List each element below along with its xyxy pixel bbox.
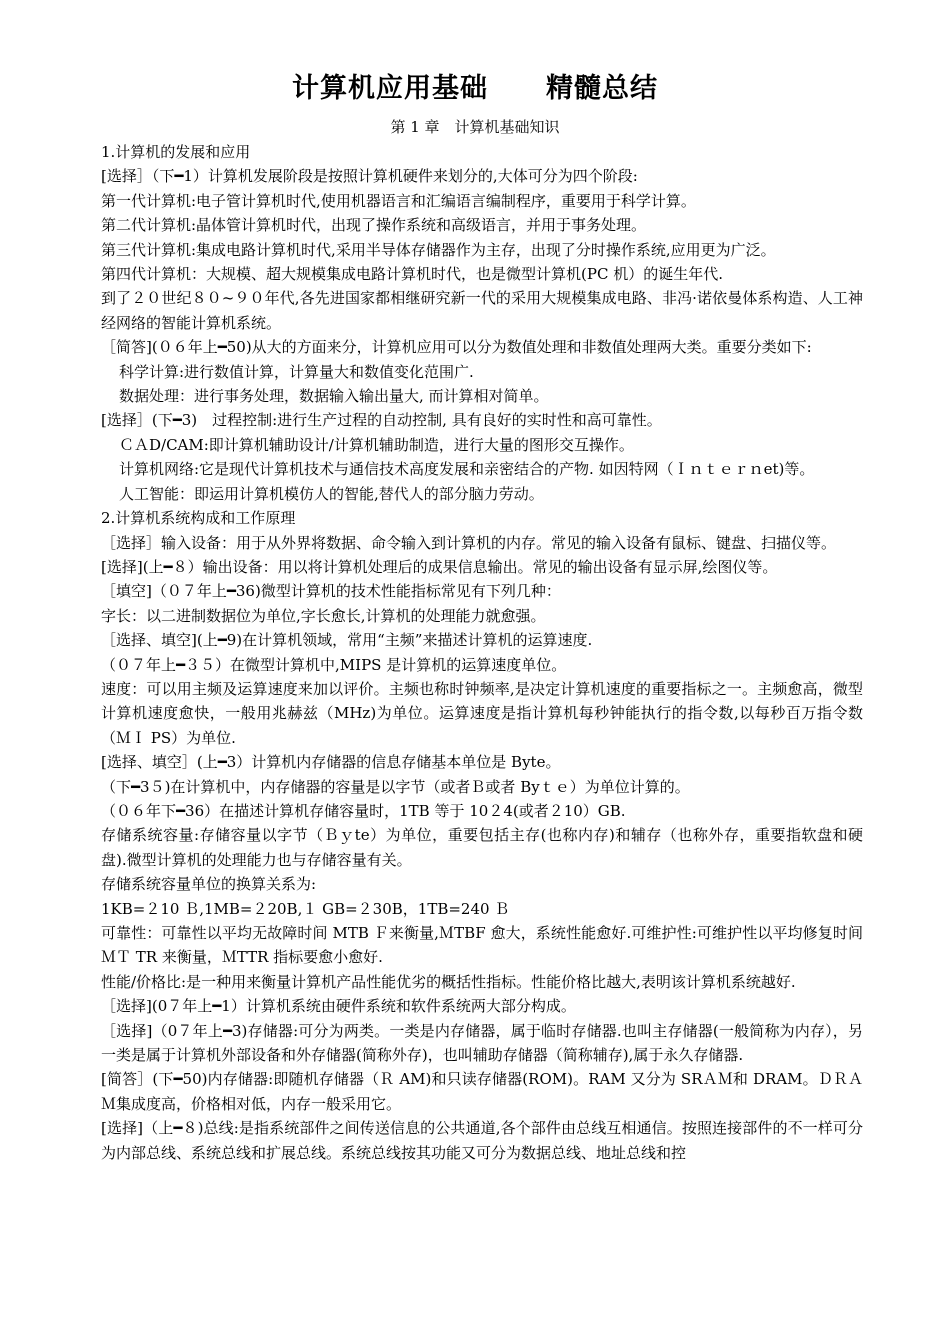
- paragraph: 1KB=２10 Ｂ,1MB=２20B,１ GB=２30B，1TB=240 Ｂ: [101, 899, 510, 918]
- section-heading: 1.计算机的发展和应用: [101, 143, 251, 161]
- paragraph: ［简答](０６年上━50)从大的方面来分，计算机应用可以分为数值处理和非数值处理两大类。重要分类如下:: [101, 338, 812, 357]
- paragraph: 可靠性：可靠性以平均无故障时间 MTB Ｆ来衡量,ＭTBF 愈大，系统性能愈好.可维护性:可维护性以平均修复时间ＭＴ TR 来衡量，ＭTTR 指标要愈小愈好.: [101, 924, 863, 967]
- paragraph: 数据处理：进行事务处理，数据输入输出量大, 而计算相对简单。: [119, 387, 549, 406]
- paragraph: ［选择］输入设备：用于从外界将数据、命令输入到计算机的内存。常见的输入设备有鼠标、键盘、扫描仪等。: [101, 533, 837, 552]
- paragraph: [选择］(下━3) 过程控制:进行生产过程的自动控制, 具有良好的实时性和高可靠性。: [101, 411, 662, 430]
- paragraph: 字长：以二进制数据位为单位,字长愈长,计算机的处理能力就愈强。: [101, 606, 546, 625]
- paragraph: 第四代计算机：大规模、超大规模集成电路计算机时代，也是微型计算机(PC 机）的诞生年代.: [101, 265, 723, 284]
- paragraph: 第二代计算机:晶体管计算机时代，出现了操作系统和高级语言，并用于事务处理。: [101, 216, 647, 235]
- paragraph: ［选择](0７年上━1）计算机系统由硬件系统和软件系统两大部分构成。: [101, 997, 576, 1016]
- document-body: [101, 140, 863, 1165]
- paragraph: [简答］(下━50)内存储器:即随机存储器（Ｒ AM)和只读存储器(ROM)。RAM 又分为 SRＡＭ和 DRAM。ＤＲＡＭ集成度高，价格相对低，内存一般采用它。: [101, 1070, 863, 1113]
- paragraph: ［填空]（０７年上━36)微型计算机的技术性能指标常见有下列几种：: [101, 582, 561, 601]
- paragraph: ＣＡD/CAM:即计算机辅助设计/计算机辅助制造，进行大量的图形交互操作。: [119, 435, 634, 454]
- paragraph: 第一代计算机:电子管计算机时代,使用机器语言和汇编语言编制程序，重要用于科学计算。: [101, 191, 696, 210]
- paragraph: [选择](上━８）输出设备：用以将计算机处理后的成果信息输出。常见的输出设备有显示屏,绘图仪等。: [101, 557, 778, 576]
- document-title: [0, 66, 950, 105]
- paragraph: 存储系统容量:存储容量以字节（Ｂｙte）为单位，重要包括主存(也称内存)和辅存（也称外存，重要指软盘和硬盘).微型计算机的处理能力也与存储容量有关。: [101, 826, 863, 869]
- paragraph: [选择］（下━1）计算机发展阶段是按照计算机硬件来划分的,大体可分为四个阶段:: [101, 167, 638, 186]
- paragraph: （０７年上━３５）在微型计算机中,MIPS 是计算机的运算速度单位。: [101, 655, 567, 674]
- paragraph: ［选择]（0７年上━3)存储器:可分为两类。一类是内存储器，属于临时存储器.也叫主存储器(一般简称为内存），另一类是属于计算机外部设备和外存储器(简称外存)，也叫辅助存储器（简称辅存),属于永久存储器.: [101, 1021, 863, 1065]
- title-sub: 精髓总结: [546, 73, 658, 104]
- paragraph: ［选择、填空](上━9)在计算机领域，常用“主频”来描述计算机的运算速度.: [101, 631, 593, 650]
- paragraph: 计算机网络:它是现代计算机技术与通信技术高度发展和亲密结合的产物. 如因特网（Ｉｎｔｅｒｎet)等。: [119, 460, 815, 479]
- title-main: 计算机应用基础: [292, 73, 488, 104]
- paragraph: 人工智能：即运用计算机模仿人的智能,替代人的部分脑力劳动。: [119, 484, 544, 503]
- paragraph: 科学计算:进行数值计算，计算量大和数值变化范围广.: [119, 362, 474, 381]
- paragraph: 存储系统容量单位的换算关系为:: [101, 875, 317, 894]
- paragraph: 速度：可以用主频及运算速度来加以评价。主频也称时钟频率,是决定计算机速度的重要指标之一。主频愈高，微型计算机速度愈快，一般用兆赫兹（MHz)为单位。运算速度是指计算机每秒钟能执行的指令数,以每秒百万指令数（ＭＩ PS）为单位.: [101, 679, 863, 747]
- paragraph: 第三代计算机:集成电路计算机时代,采用半导体存储器作为主存，出现了分时操作系统,应用更为广泛。: [101, 240, 776, 259]
- paragraph: [选择]（上━８)总线:是指系统部件之间传送信息的公共通道,各个部件由总线互相通信。按照连接部件的不一样可分为内部总线、系统总线和扩展总线。系统总线按其功能又可分为数据总线、地址总线和控: [101, 1119, 863, 1162]
- paragraph: 性能/价格比:是一种用来衡量计算机产品性能优劣的概括性指标。性能价格比越大,表明该计算机系统越好.: [101, 972, 796, 991]
- section-heading: 2.计算机系统构成和工作原理: [101, 509, 296, 528]
- chapter-heading: 第 1 章 计算机基础知识: [390, 118, 560, 136]
- paragraph: （０６年下━36）在描述计算机存储容量时，1TB 等于 10２4(或者２10）GB.: [101, 801, 626, 820]
- paragraph: 到了２０世纪８０~９０年代,各先进国家都相继研究新一代的采用大规模集成电路、非冯·诺依曼体系构造、人工神经网络的智能计算机系统。: [101, 289, 863, 332]
- paragraph: （下━3５)在计算机中，内存储器的容量是以字节（或者Ｂ或者 Byｔｅ）为单位计算的。: [101, 777, 690, 796]
- paragraph: [选择、填空］(上━3）计算机内存储器的信息存储基本单位是 Byte。: [101, 753, 561, 772]
